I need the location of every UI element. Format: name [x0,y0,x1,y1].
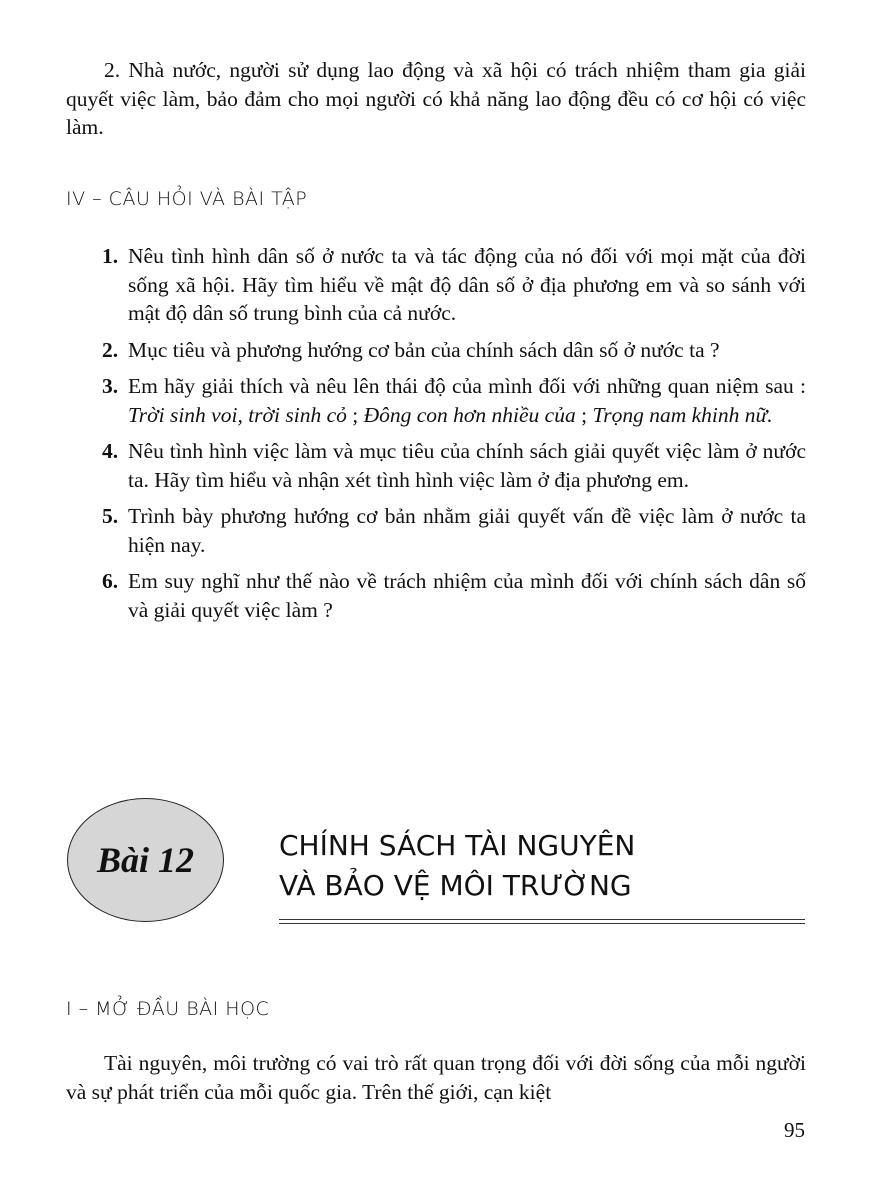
lesson-title-line-1: CHÍNH SÁCH TÀI NGUYÊN [279,829,636,862]
title-underline-bottom [279,923,805,924]
lesson-title-line-2: VÀ BẢO VỆ MÔI TRƯỜNG [279,869,632,902]
proverb-quote: Trọng nam khinh nữ. [592,402,773,427]
lesson-badge [67,798,224,922]
question-lead-text: Em hãy giải thích và nêu lên thái độ của mình đối với những quan niệm sau : [128,374,806,398]
title-underline-top [279,919,805,920]
question-number: 5. [102,504,119,528]
question-text [128,374,806,427]
proverb-quote: Trời sinh voi, trời sinh cỏ [128,402,347,427]
question-number: 1. [102,244,119,268]
question-item [102,567,806,624]
question-item [102,242,806,328]
question-number: 4. [102,439,119,463]
quote-separator: ; [575,402,593,427]
section-iv-heading: IV – CÂU HỎI VÀ BÀI TẬP [66,188,308,210]
question-number: 6. [102,569,119,593]
question-text: Nêu tình hình dân số ở nước ta và tác động của nó đối với mọi mặt của đời sống xã hội. Hãy tìm hiểu về mật độ dân số ở địa phương em và so sánh với mật độ dân số trung bình của cả nước. [128,244,806,325]
proverb-quote: Đông con hơn nhiều của [363,402,576,427]
quote-separator: ; [346,402,364,427]
question-item [102,336,806,365]
question-item [102,437,806,494]
question-text: Em suy nghĩ như thế nào về trách nhiệm của mình đối với chính sách dân số và giải quyết việc làm ? [128,569,806,622]
lesson-title [279,826,635,906]
section-i-heading: I – MỞ ĐẦU BÀI HỌC [66,998,270,1020]
intro-paragraph: 2. Nhà nước, người sử dụng lao động và xã hội có trách nhiệm tham gia giải quyết việc làm, bảo đảm cho mọi người có khả năng lao động đều có cơ hội có việc làm. [66,58,806,139]
question-item [102,502,806,559]
question-list [102,242,806,632]
question-item [102,372,806,429]
page-number: 95 [784,1118,805,1142]
question-text: Nêu tình hình việc làm và mục tiêu của chính sách giải quyết việc làm ở nước ta. Hãy tìm hiểu và nhận xét tình hình việc làm ở địa phương em. [128,439,806,492]
question-number: 2. [102,337,119,362]
question-text: Mục tiêu và phương hướng cơ bản của chính sách dân số ở nước ta ? [128,337,720,362]
question-number: 3. [102,374,119,398]
question-text: Trình bày phương hướng cơ bản nhằm giải quyết vấn đề việc làm ở nước ta hiện nay. [128,504,806,557]
section-i-paragraph: Tài nguyên, môi trường có vai trò rất quan trọng đối với đời sống của mỗi người và sự phát triển của mỗi quốc gia. Trên thế giới, cạn kiệt [66,1051,806,1104]
lesson-badge-label: Bài 12 [96,840,194,880]
